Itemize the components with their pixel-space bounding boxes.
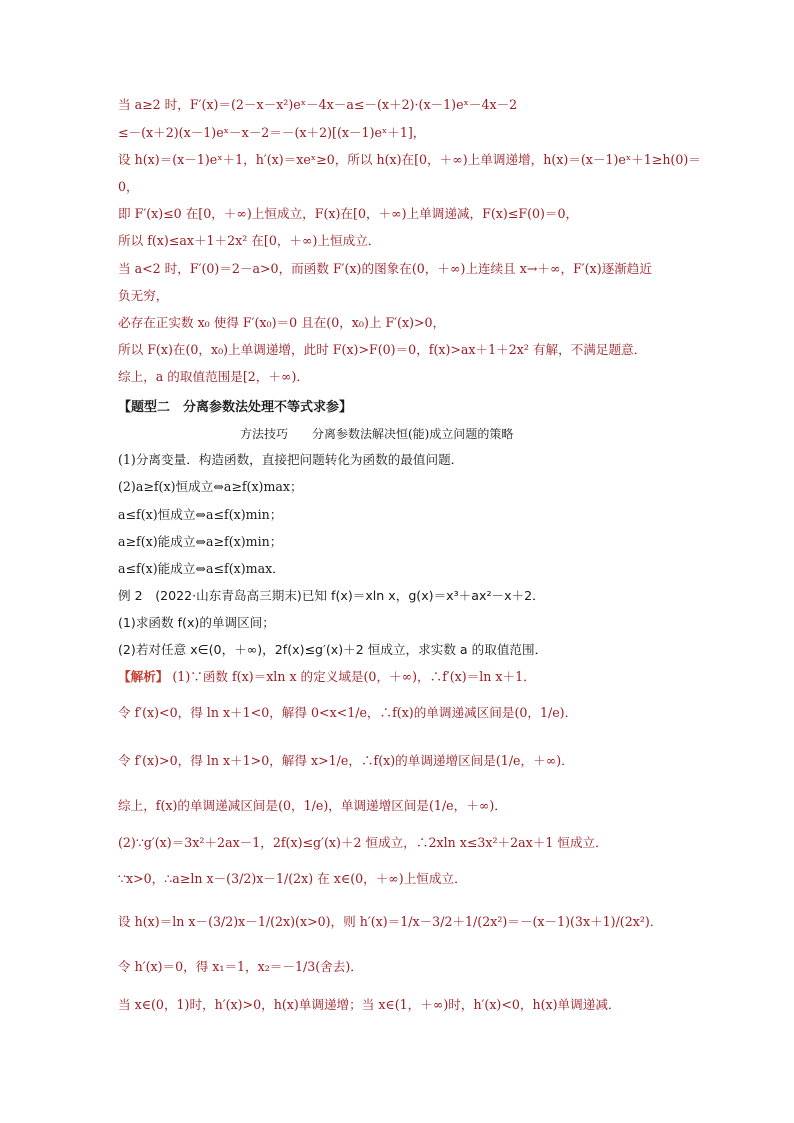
proof-line-4: 0， <box>118 179 139 194</box>
example-question-1: (1)求函数 f(x)的单调区间； <box>118 615 275 630</box>
proof-line-2: ≤－(x＋2)(x－1)eˣ－x－2＝－(x＋2)[(x－1)eˣ＋1]， <box>118 125 426 140</box>
proof-line-1: 当 a≥2 时，F′(x)＝(2－x－x²)eˣ－4x－a≤－(x＋2)·(x－1)eˣ－4x－2 <box>118 97 518 112</box>
method-line-3: a≤f(x)恒成立⇔a≤f(x)min； <box>118 507 283 522</box>
solution-line-1 <box>118 668 678 686</box>
solution-line-9: 当 x∈(0，1)时，h′(x)>0，h(x)单调递增；当 x∈(1，＋∞)时，h′(x)<0，h(x)单调递减． <box>118 997 621 1012</box>
example-question-2: (2)若对任意 x∈(0，＋∞)，2f(x)≤g′(x)＋2 恒成立，求实数 a 的取值范围． <box>118 642 548 657</box>
method-line-1: (1)分离变量．构造函数，直接把问题转化为函数的最值问题． <box>118 452 464 467</box>
proof-line-8: 负无穷， <box>118 288 169 303</box>
proof-line-5: 即 F′(x)≤0 在[0，＋∞)上恒成立，F(x)在[0，＋∞)上单调递减，F(x)≤F(0)＝0， <box>118 206 579 221</box>
solution-line-5: (2)∵g′(x)＝3x²＋2ax－1，2f(x)≤g′(x)＋2 恒成立，∴2xln x≤3x²＋2ax＋1 恒成立． <box>118 835 608 850</box>
example-title: 例 2 (2022·山东青岛高三期末)已知 f(x)＝xln x，g(x)＝x³＋ax²－x＋2． <box>118 588 545 603</box>
solution-line-6: ∵x>0，∴a≥ln x－(3/2)x－1/(2x) 在 x∈(0，＋∞)上恒成立． <box>118 871 467 886</box>
solution-line-4: 综上，f(x)的单调递减区间是(0，1/e)，单调递增区间是(1/e，＋∞)． <box>118 798 507 813</box>
solution-line-2: 令 f′(x)<0，得 ln x＋1<0，解得 0<x<1/e，∴f(x)的单调递减区间是(0，1/e)． <box>118 705 578 720</box>
solution-line-1-text: (1)∵函数 f(x)＝xln x 的定义域是(0，＋∞)，∴f′(x)＝ln x＋1． <box>172 669 536 684</box>
section-heading: 【题型二 分离参数法处理不等式求参】 <box>118 400 353 415</box>
solution-tag: 【解析】 <box>118 669 169 684</box>
proof-line-7: 当 a<2 时，F′(0)＝2－a>0，而函数 F′(x)的图象在(0，＋∞)上连续且 x→＋∞，F′(x)逐渐趋近 <box>118 261 652 276</box>
method-line-4: a≥f(x)能成立⇔a≥f(x)min； <box>118 534 283 549</box>
proof-line-10: 所以 F(x)在(0，x₀)上单调递增，此时 F(x)>F(0)＝0，f(x)>ax＋1＋2x² 有解，不满足题意． <box>118 342 647 357</box>
proof-line-3: 设 h(x)＝(x－1)eˣ＋1，h′(x)＝xeˣ≥0，所以 h(x)在[0，＋∞)上单调递增，h(x)＝(x－1)eˣ＋1≥h(0)＝ <box>118 152 701 167</box>
proof-line-6: 所以 f(x)≤ax＋1＋2x² 在[0，＋∞)上恒成立． <box>118 233 381 248</box>
method-line-2: (2)a≥f(x)恒成立⇔a≥f(x)max； <box>118 479 303 494</box>
solution-line-8: 令 h′(x)＝0，得 x₁＝1，x₂＝－1/3(舍去)． <box>118 959 363 974</box>
solution-line-3: 令 f′(x)>0，得 ln x＋1>0，解得 x>1/e，∴f(x)的单调递增区间是(1/e，＋∞)． <box>118 753 574 768</box>
proof-line-9: 必存在正实数 x₀ 使得 F′(x₀)＝0 且在(0，x₀)上 F′(x)>0， <box>118 315 446 330</box>
solution-line-7: 设 h(x)＝ln x－(3/2)x－1/(2x)(x>0)，则 h′(x)＝1/x－3/2＋1/(2x²)＝－(x－1)(3x＋1)/(2x²)． <box>118 914 663 929</box>
method-title: 方法技巧 分离参数法解决恒(能)成立问题的策略 <box>240 427 514 441</box>
method-line-5: a≤f(x)能成立⇔a≤f(x)max． <box>118 561 285 576</box>
proof-line-11: 综上，a 的取值范围是[2，＋∞)． <box>118 369 309 384</box>
